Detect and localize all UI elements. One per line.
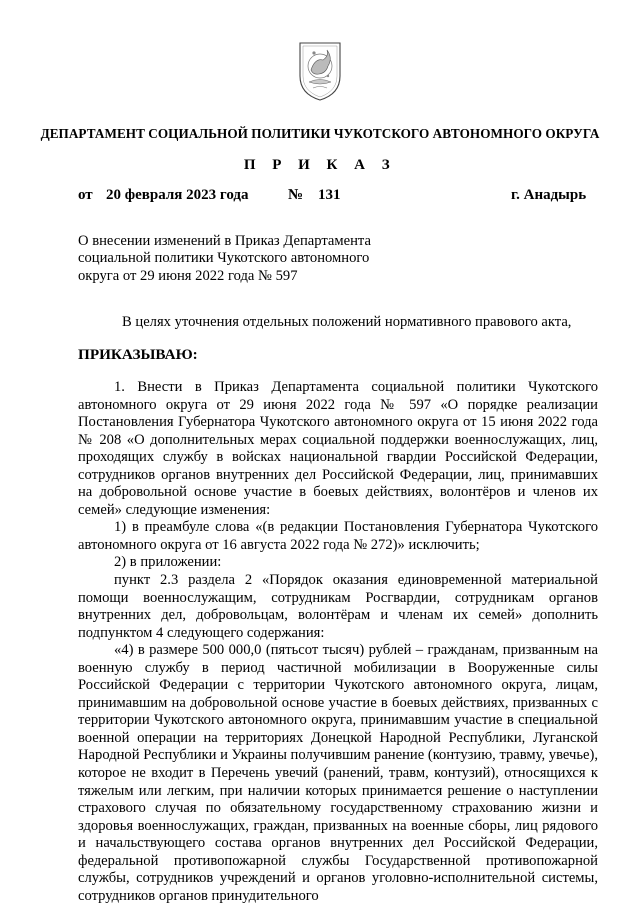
body-paragraph: 1) в преамбуле слова «(в редакции Постановления Губернатора Чукотского автономного округа от 16 августа 2022 года № 272)» исключить; bbox=[78, 519, 598, 553]
document-type-title: П Р И К А З bbox=[243, 157, 397, 173]
order-heading: ПРИКАЗЫВАЮ: bbox=[78, 346, 198, 363]
coat-of-arms-icon bbox=[297, 40, 343, 102]
document-number: 131 bbox=[318, 187, 341, 203]
document-subject bbox=[78, 233, 378, 285]
body-paragraph: «4) в размере 500 000,0 (пятьсот тысяч) рублей – гражданам, призванным на военную службу в период частичной мобилизации в Вооруженные силы Российской Федерации с территории Чукотского автономного округа, лицам, принимавшим на добровольной основе участие в боевых действиях, призванных с территории Чукотского автономного округа, принимавшим участие в специальной военной операции на территориях Донецкой Народной Республики, Луганской Народной Республики и Украины получившим ранение (контузию, травму, увечье), которое не входит в Перечень увечий (ранений, травм, контузий), относящихся к тяжелым или легким, при наличии которых принимается решение о наступлении страхового случая по обязательному государственному страхованию жизни и здоровья военнослужащих, граждан, призванных на военные сборы, лиц рядового и начальствующего состава органов внутренних дел Российской Федерации, федеральной противопожарной службы Государственной противопожарной службы, сотрудников учреждений и органов уголовно-исполнительной системы, сотрудников органов принудительного bbox=[78, 642, 598, 904]
number-sign: № bbox=[288, 187, 304, 203]
preamble-text: В целях уточнения отдельных положений нормативного правового акта, bbox=[122, 314, 572, 330]
document-date: 20 февраля 2023 года bbox=[106, 187, 249, 203]
department-name: ДЕПАРТАМЕНТ СОЦИАЛЬНОЙ ПОЛИТИКИ ЧУКОТСКОГО АВТОНОМНОГО ОКРУГА bbox=[40, 126, 600, 141]
body-paragraph: 2) в приложении: bbox=[114, 554, 222, 571]
document-city: г. Анадырь bbox=[511, 187, 587, 203]
document-body bbox=[78, 379, 598, 905]
subject-line: социальной политики Чукотского автономного bbox=[78, 250, 370, 267]
body-paragraph: пункт 2.3 раздела 2 «Порядок оказания единовременной материальной помощи военнослужащим, сотрудникам Росгвардии, сотрудникам органов внутренних дел, добровольцам, волонтёрам и членам их семей» дополнить подпунктом 4 следующего содержания: bbox=[78, 572, 598, 641]
subject-line: округа от 29 июня 2022 года № 597 bbox=[78, 267, 298, 284]
date-prefix: от bbox=[78, 187, 93, 203]
body-paragraph: 1. Внести в Приказ Департамента социальной политики Чукотского автономного округа от 29 июня 2022 года № 597 «О порядке реализации Постановления Губернатора Чукотского автономного округа от 15 июня 2022 года № 208 «О дополнительных мерах социальной поддержки военнослужащих, лиц, проходящих службу в войсках национальной гвардии Российской Федерации, сотрудников органов внутренних дел Российской Федерации, лиц, принимавших на добровольной основе участие в боевых действиях, волонтёров и членов их семей» следующие изменения: bbox=[78, 379, 598, 518]
subject-line: О внесении изменений в Приказ Департамента bbox=[78, 233, 371, 249]
